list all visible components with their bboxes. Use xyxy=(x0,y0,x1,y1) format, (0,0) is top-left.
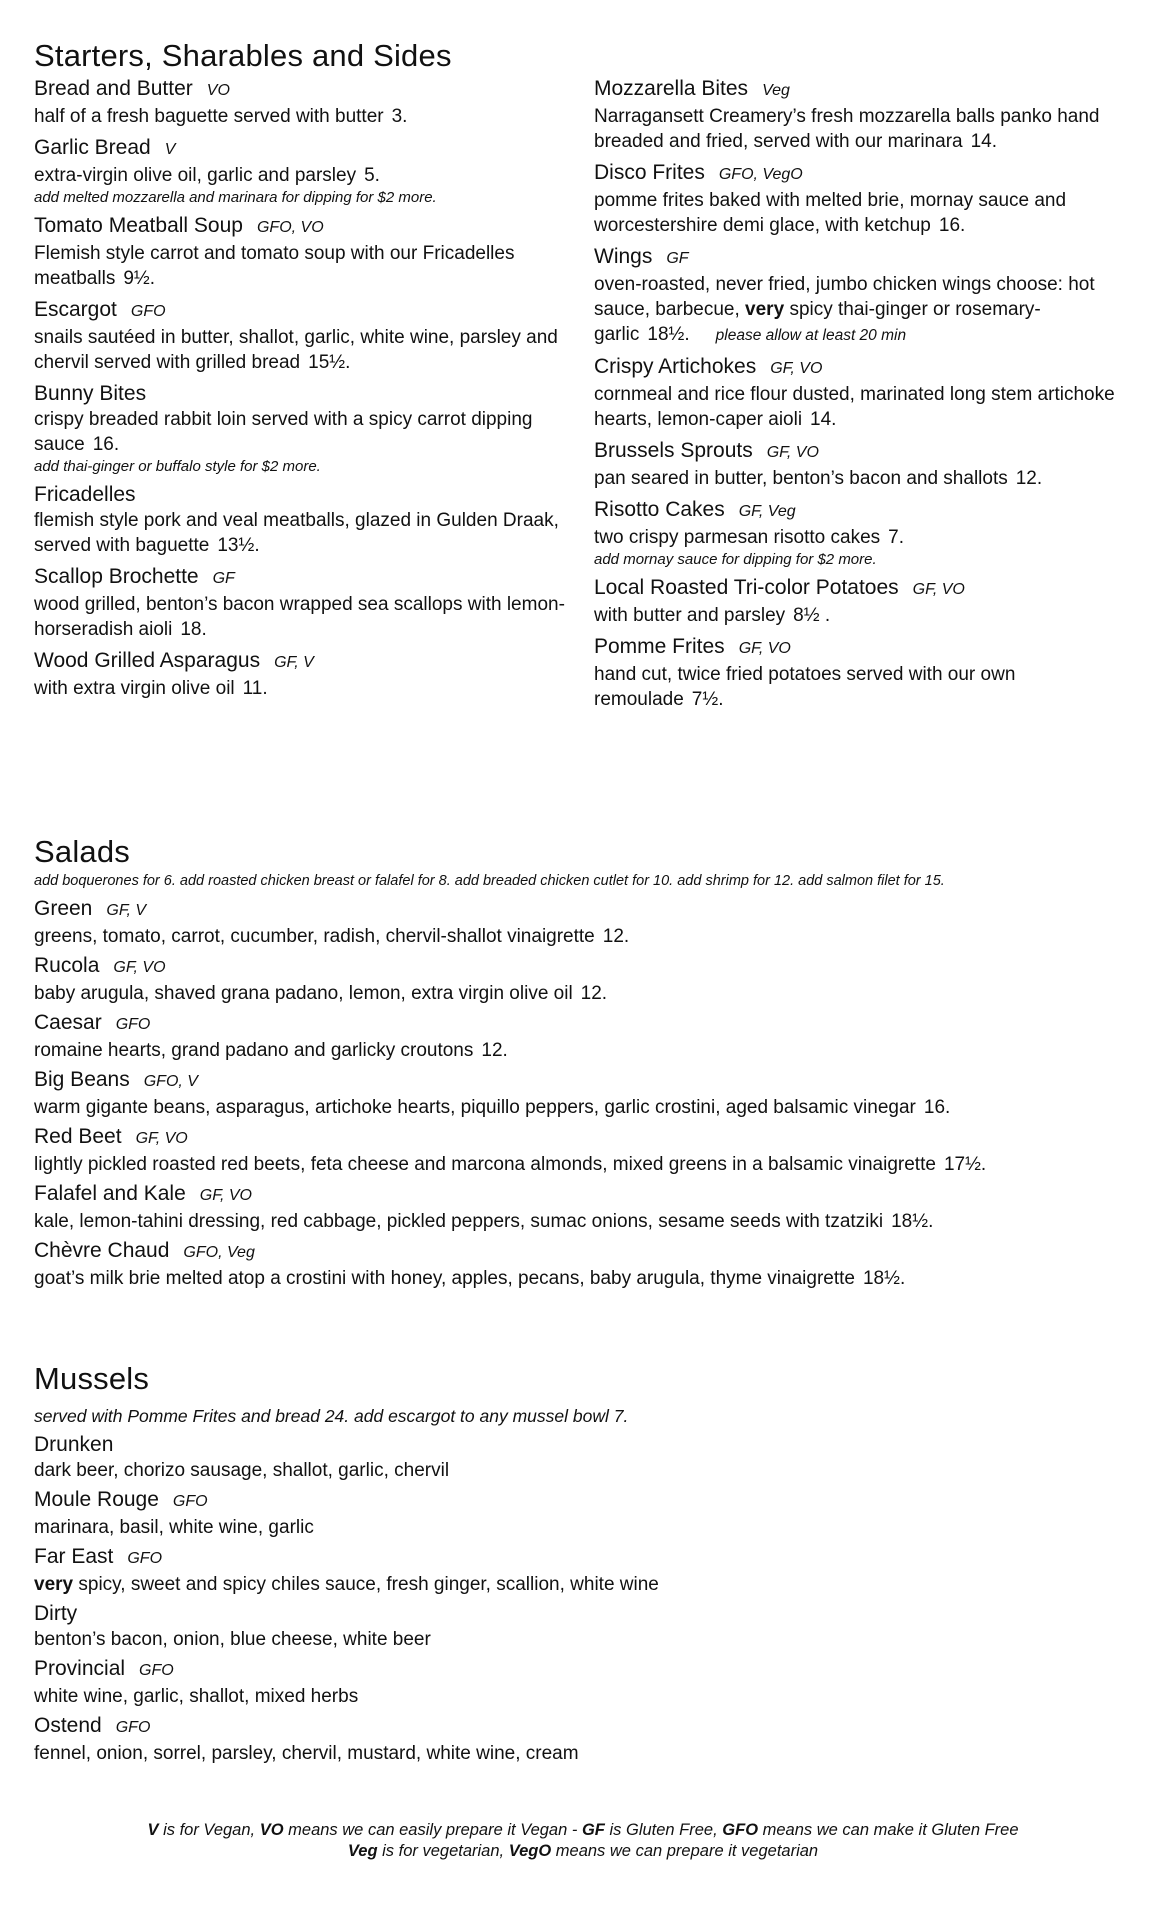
starters-section xyxy=(34,36,1134,718)
salads-section xyxy=(34,832,1134,1291)
item-name: Red Beet xyxy=(34,1125,122,1148)
item-name: Far East xyxy=(34,1545,114,1568)
dietary-tag: GF, VO xyxy=(766,444,819,461)
dietary-tag: GF, VO xyxy=(135,1130,188,1147)
item-name: Crispy Artichokes xyxy=(594,355,757,378)
item-name: Caesar xyxy=(34,1011,102,1034)
emphasis-text: very xyxy=(745,299,785,320)
legend-text: is for vegetarian, xyxy=(382,1842,505,1860)
item-description: flemish style pork and veal meatballs, glazed in Gulden Draak, served with baguette xyxy=(34,510,559,556)
dietary-tag: Veg xyxy=(762,82,790,99)
item-description: lightly pickled roasted red beets, feta cheese and marcona almonds, mixed greens in a balsamic vinaigrette xyxy=(34,1154,936,1175)
item-price: 14. xyxy=(810,409,837,430)
starters-right-column xyxy=(594,36,1134,718)
item-price: 18½. xyxy=(891,1211,934,1232)
item-price: 11. xyxy=(242,678,268,699)
dietary-tag: GFO, Veg xyxy=(183,1244,255,1261)
item-price: 3. xyxy=(391,106,408,127)
item-description: goat’s milk brie melted atop a crostini with honey, apples, pecans, baby arugula, thyme vinaigrette xyxy=(34,1268,855,1289)
item-name: Escargot xyxy=(34,298,117,321)
legend-line-2 xyxy=(0,1841,1166,1862)
item-note: add thai-ginger or buffalo style for $2 more. xyxy=(34,458,321,475)
item-description: fennel, onion, sorrel, parsley, chervil, mustard, white wine, cream xyxy=(34,1743,579,1764)
menu-item xyxy=(34,1713,1134,1766)
menu-item xyxy=(34,1432,1134,1483)
item-description: hand cut, twice fried potatoes served with our own remoulade xyxy=(594,664,1016,710)
menu-item xyxy=(34,1010,1134,1063)
menu-item xyxy=(594,438,1134,491)
item-price: 16. xyxy=(938,215,966,236)
section-title: Starters, Sharables and Sides xyxy=(34,38,452,73)
item-price: 17½. xyxy=(943,1154,987,1175)
item-name: Disco Frites xyxy=(594,161,705,184)
item-description: baby arugula, shaved grana padano, lemon, extra virgin olive oil xyxy=(34,983,573,1004)
dietary-tag: GFO, VO xyxy=(256,219,324,236)
item-description: greens, tomato, carrot, cucumber, radish, chervil-shallot vinaigrette xyxy=(34,926,595,947)
item-description: snails sautéed in butter, shallot, garlic, white wine, parsley and chervil served with grilled bread xyxy=(34,327,558,373)
menu-item xyxy=(34,1487,1134,1540)
item-price: 12. xyxy=(1015,468,1043,489)
dietary-tag: GF xyxy=(666,250,689,267)
dietary-tag: GF, VO xyxy=(113,959,166,976)
legend-text: means we can make it Gluten Free xyxy=(762,1821,1019,1839)
dietary-tag: GFO xyxy=(130,303,166,320)
menu-item xyxy=(594,354,1134,432)
item-name: Provincial xyxy=(34,1657,126,1680)
dietary-tag: GFO xyxy=(115,1719,151,1736)
dietary-tag: GF, VO xyxy=(912,581,965,598)
item-name: Drunken xyxy=(34,1433,114,1456)
item-price: 18½. xyxy=(862,1268,906,1289)
item-price: 9½. xyxy=(123,268,156,289)
item-price: 14. xyxy=(970,131,998,152)
dietary-tag: V xyxy=(164,141,176,158)
item-description: romaine hearts, grand padano and garlicky croutons xyxy=(34,1040,474,1061)
menu-item xyxy=(594,497,1134,569)
item-description: wood grilled, benton’s bacon wrapped sea scallops with lemon-horseradish aioli xyxy=(34,594,565,640)
legend-text: means we can prepare it vegetarian xyxy=(555,1842,819,1860)
menu-item xyxy=(594,575,1134,628)
section-title: Salads xyxy=(34,834,130,869)
item-price: 7. xyxy=(888,527,905,548)
item-name: Garlic Bread xyxy=(34,136,151,159)
item-name: Rucola xyxy=(34,954,100,977)
menu-item xyxy=(34,76,574,129)
dietary-tag: GF, V xyxy=(274,654,314,671)
dietary-tag: GFO, V xyxy=(143,1073,198,1090)
legend-code: VO xyxy=(259,1821,284,1839)
item-description: white wine, garlic, shallot, mixed herbs xyxy=(34,1686,359,1707)
legend-code: VegO xyxy=(508,1842,552,1860)
item-name: Wood Grilled Asparagus xyxy=(34,649,261,672)
menu-item xyxy=(34,1238,1134,1291)
item-description: Flemish style carrot and tomato soup with our Fricadelles meatballs xyxy=(34,243,515,289)
item-name: Moule Rouge xyxy=(34,1488,159,1511)
item-price: 16. xyxy=(92,434,120,455)
dietary-tag: GFO, VegO xyxy=(718,166,803,183)
menu-page xyxy=(34,36,1134,1770)
item-name: Big Beans xyxy=(34,1068,130,1091)
menu-item xyxy=(34,381,574,476)
item-name: Green xyxy=(34,897,93,920)
menu-item xyxy=(34,482,574,558)
item-name: Dirty xyxy=(34,1602,78,1625)
item-price: 12. xyxy=(580,983,608,1004)
section-note: served with Pomme Frites and bread 24. add escargot to any mussel bowl 7. xyxy=(34,1406,629,1426)
dietary-tag: GF, VO xyxy=(199,1187,252,1204)
item-name: Wings xyxy=(594,245,653,268)
menu-item xyxy=(34,564,574,642)
item-name: Fricadelles xyxy=(34,483,136,506)
item-description: marinara, basil, white wine, garlic xyxy=(34,1517,314,1538)
item-description: cornmeal and rice flour dusted, marinated long stem artichoke hearts, lemon-caper aioli xyxy=(594,384,1115,430)
legend-code: GFO xyxy=(722,1821,759,1839)
item-name: Mozzarella Bites xyxy=(594,77,749,100)
dietary-tag: GFO xyxy=(115,1016,151,1033)
item-description: pan seared in butter, benton’s bacon and shallots xyxy=(594,468,1008,489)
item-description: Narragansett Creamery’s fresh mozzarella balls panko hand breaded and fried, served with our marinara xyxy=(594,106,1100,152)
dietary-tag: GF, VO xyxy=(770,360,823,377)
menu-item xyxy=(34,1601,1134,1652)
menu-item xyxy=(34,896,1134,949)
item-note: please allow at least 20 min xyxy=(715,327,907,344)
item-name: Falafel and Kale xyxy=(34,1182,186,1205)
item-name: Tomato Meatball Soup xyxy=(34,214,243,237)
item-name: Brussels Sprouts xyxy=(594,439,753,462)
item-description: extra-virgin olive oil, garlic and parsley xyxy=(34,165,357,186)
menu-item xyxy=(34,297,574,375)
item-price: 5. xyxy=(364,165,380,186)
item-description: with extra virgin olive oil xyxy=(34,678,235,699)
menu-item xyxy=(34,1067,1134,1120)
dietary-tag: GF, Veg xyxy=(738,503,796,520)
item-description: pomme frites baked with melted brie, mornay sauce and worcestershire demi glace, with ketchup xyxy=(594,190,1067,236)
menu-item xyxy=(34,648,574,701)
item-description: half of a fresh baguette served with butter xyxy=(34,106,384,127)
menu-item xyxy=(594,244,1134,348)
legend-line-1 xyxy=(0,1820,1166,1841)
menu-item xyxy=(594,76,1134,154)
menu-item xyxy=(34,1124,1134,1177)
item-note: add melted mozzarella and marinara for dipping for $2 more. xyxy=(34,189,437,206)
dietary-tag: GFO xyxy=(172,1493,208,1510)
section-title: Mussels xyxy=(34,1361,150,1396)
item-description: oven-roasted, never fried, jumbo chicken wings choose: hot sauce, barbecue, xyxy=(594,274,1095,320)
item-name: Chèvre Chaud xyxy=(34,1239,170,1262)
item-name: Bunny Bites xyxy=(34,382,147,405)
item-description: dark beer, chorizo sausage, shallot, garlic, chervil xyxy=(34,1460,450,1481)
dietary-legend xyxy=(0,1820,1166,1862)
item-name: Pomme Frites xyxy=(594,635,725,658)
dietary-tag: GFO xyxy=(127,1550,163,1567)
mussels-section xyxy=(34,1359,1134,1766)
starters-left-column xyxy=(34,36,574,718)
item-name: Scallop Brochette xyxy=(34,565,199,588)
dietary-tag: VO xyxy=(206,82,230,99)
menu-item xyxy=(594,160,1134,238)
menu-item xyxy=(34,953,1134,1006)
legend-code: GF xyxy=(581,1821,605,1839)
item-name: Risotto Cakes xyxy=(594,498,725,521)
item-description: with butter and parsley xyxy=(594,605,786,626)
menu-item xyxy=(34,1544,1134,1597)
item-description: kale, lemon-tahini dressing, red cabbage, pickled peppers, sumac onions, sesame seeds with tzatziki xyxy=(34,1211,884,1232)
item-description: spicy, sweet and spicy chiles sauce, fresh ginger, scallion, white wine xyxy=(78,1574,659,1595)
item-note: add mornay sauce for dipping for $2 more. xyxy=(594,551,877,568)
dietary-tag: GFO xyxy=(139,1662,174,1679)
emphasis-text: very xyxy=(34,1574,74,1595)
menu-item xyxy=(34,1181,1134,1234)
item-description: benton’s bacon, onion, blue cheese, white beer xyxy=(34,1629,431,1650)
legend-text: is for Vegan, xyxy=(163,1821,256,1839)
item-price: 13½. xyxy=(217,535,260,556)
item-price: 12. xyxy=(481,1040,508,1061)
item-description: two crispy parmesan risotto cakes xyxy=(594,527,881,548)
item-price: 15½. xyxy=(308,352,351,373)
dietary-tag: GF, V xyxy=(106,902,147,919)
item-description: warm gigante beans, asparagus, artichoke hearts, piquillo peppers, garlic crostini, aged balsamic vinegar xyxy=(34,1097,916,1118)
dietary-tag: GF, VO xyxy=(738,640,791,657)
legend-code: Veg xyxy=(347,1842,378,1860)
legend-text: means we can easily prepare it Vegan - xyxy=(288,1821,578,1839)
item-price: 8½ . xyxy=(793,605,831,626)
section-note: add boquerones for 6. add roasted chicken breast or falafel for 8. add breaded chicken cutlet for 10. add shrimp for 12. add salmon filet for 15. xyxy=(34,873,945,889)
item-description: crispy breaded rabbit loin served with a spicy carrot dipping sauce xyxy=(34,409,533,455)
item-price: 16. xyxy=(923,1097,951,1118)
menu-item xyxy=(594,634,1134,712)
legend-code: V xyxy=(147,1821,159,1839)
menu-item xyxy=(34,135,574,207)
item-price: 18. xyxy=(180,619,207,640)
item-name: Ostend xyxy=(34,1714,102,1737)
item-name: Bread and Butter xyxy=(34,77,193,100)
menu-item xyxy=(34,213,574,291)
item-price: 12. xyxy=(602,926,630,947)
item-price: 7½. xyxy=(691,689,724,710)
item-name: Local Roasted Tri-color Potatoes xyxy=(594,576,899,599)
dietary-tag: GF xyxy=(212,570,235,587)
menu-item xyxy=(34,1656,1134,1709)
item-price: 18½. xyxy=(647,324,690,345)
item-description-cont: spicy thai-ginger or rosemary-garlic xyxy=(594,299,1041,345)
legend-text: is Gluten Free, xyxy=(609,1821,718,1839)
